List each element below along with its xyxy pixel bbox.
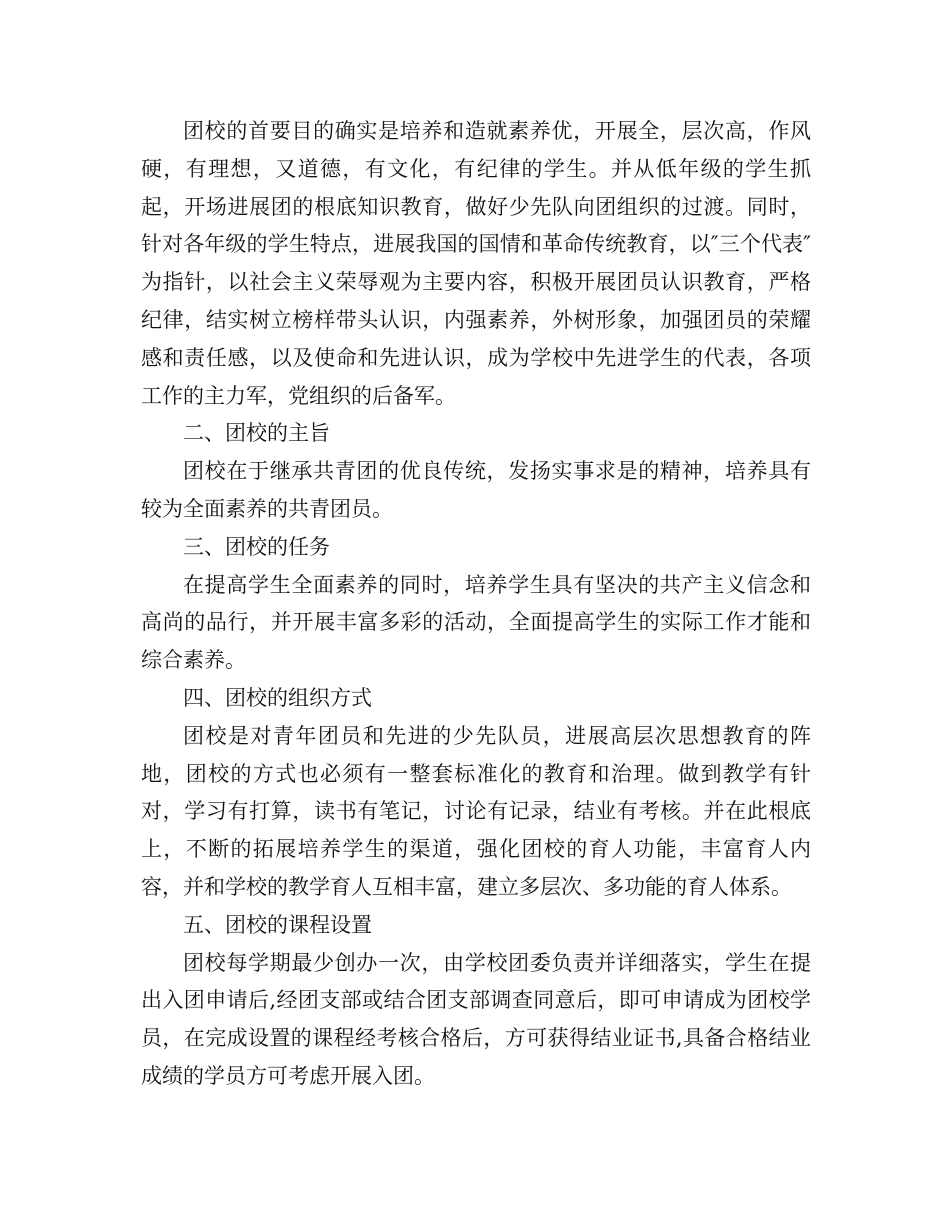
paragraph-purpose: 团校的首要目的确实是培养和造就素养优，开展全，层次高，作风硬，有理想，又道德，有文化，有纪律的学生。并从低年级的学生抓起，开场进展团的根底知识教育，做好少先队向团组织的过渡。同时，针对各年级的学生特点，进展我国的国情和革命传统教育，以″三个代表″为指针，以社会主义荣辱观为主要内容，积极开展团员认识教育，严格纪律，结实树立榜样带头认识，内强素养，外树形象，加强团员的荣耀感和责任感，以及使命和先进认识，成为学校中先进学生的代表，各项工作的主力军，党组织的后备军。 (141, 119, 811, 408)
paragraph-curriculum: 团校每学期最少创办一次，由学校团委负责并详细落实，学生在提出入团申请后,经团支部或结合团支部调查同意后，即可申请成为团校学员，在完成设置的课程经考核合格后，方可获得结业证书,具备合格结业成绩的学员方可考虑开展入团。 (141, 950, 811, 1088)
section-heading-2: 二、团校的主旨 (183, 421, 330, 446)
document-body (141, 113, 811, 1096)
paragraph-organization: 团校是对青年团员和先进的少先队员，进展高层次思想教育的阵地，团校的方式也必须有一整套标准化的教育和治理。做到教学有针对，学习有打算，读书有笔记，讨论有记录，结业有考核。并在此根底上，不断的拓展培养学生的渠道，强化团校的育人功能，丰富育人内容，并和学校的教学育人互相丰富，建立多层次、多功能的育人体系。 (141, 723, 811, 899)
section-heading-4: 四、团校的组织方式 (183, 685, 372, 710)
paragraph-aim: 团校在于继承共青团的优良传统，发扬实事求是的精神，培养具有较为全面素养的共青团员。 (141, 459, 811, 521)
paragraph-task: 在提高学生全面素养的同时，培养学生具有坚决的共产主义信念和高尚的品行，并开展丰富多彩的活动，全面提高学生的实际工作才能和综合素养。 (141, 572, 811, 673)
section-heading-5: 五、团校的课程设置 (183, 912, 372, 937)
section-heading-3: 三、团校的任务 (183, 534, 330, 559)
